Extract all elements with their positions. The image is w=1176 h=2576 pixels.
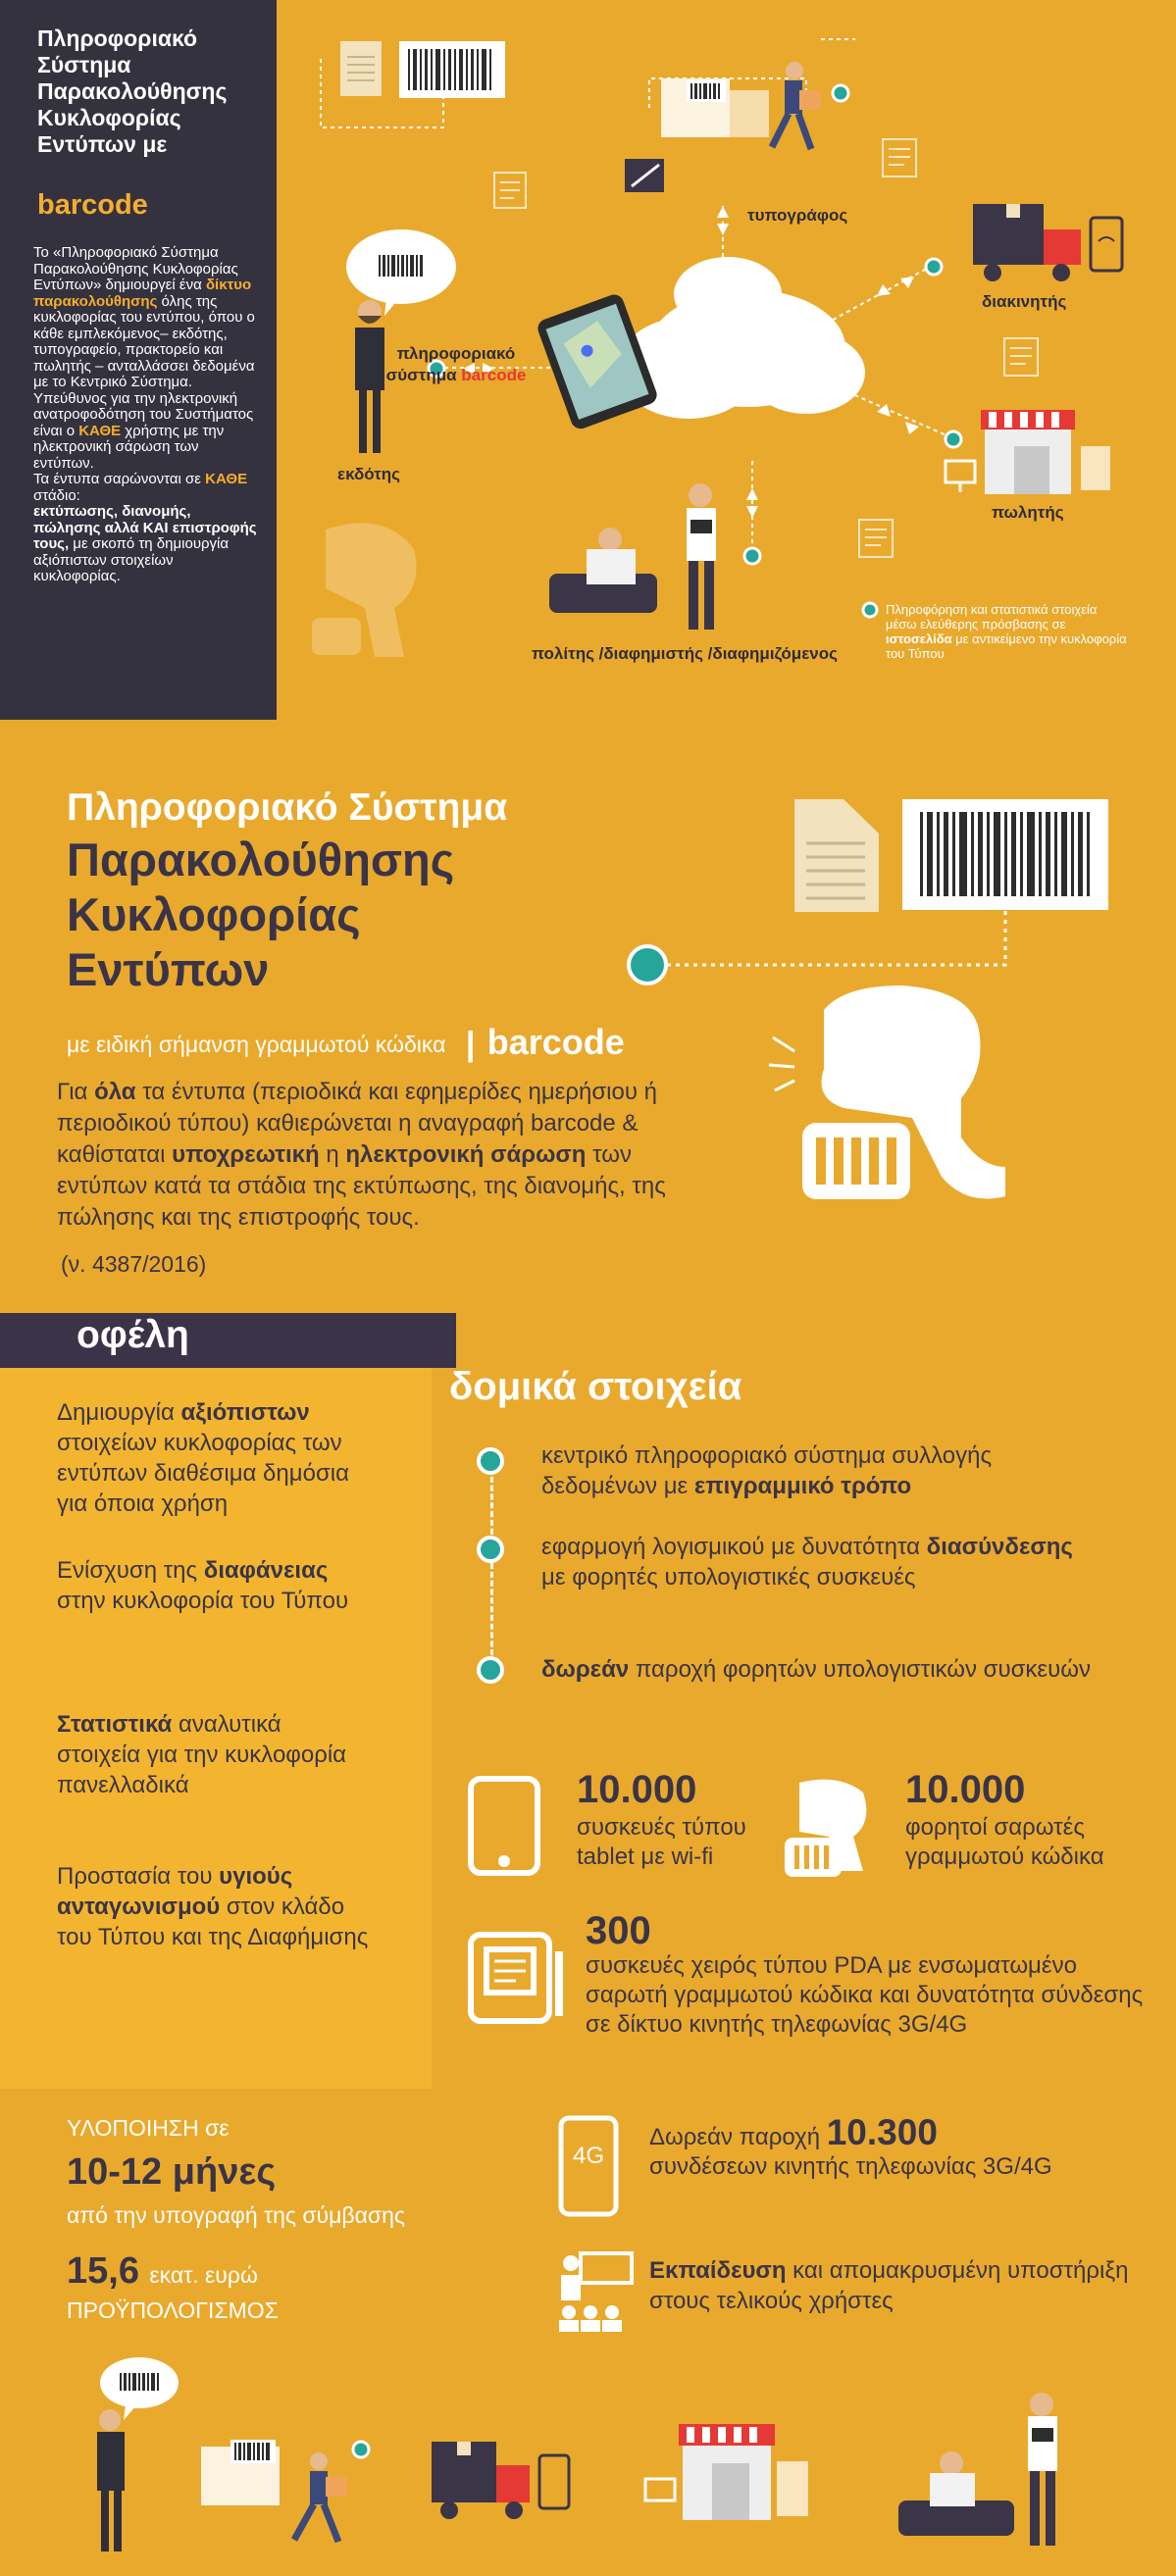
info-note: Πληροφόρηση και στατιστικά στοιχεία μέσω ελεύθερης πρόσβασης σε ιστοσελίδα με αντικείμενο την κυκλοφορία του Τύπου [886, 602, 1127, 661]
publisher-label: εκδότης [337, 465, 401, 483]
document-icon [340, 41, 382, 96]
structure-central-system: κεντρικό πληροφοριακό σύστημα συλλογής δεδομένων με επιγραμμικό τρόπο [541, 1442, 993, 1499]
paper-small-icon-3 [1004, 338, 1038, 376]
dot-distributor [926, 259, 942, 275]
kiosk-bottom-icon [645, 2424, 808, 2520]
citizen-label: πολίτης /διαφημιστής /διαφημιζόμενος [532, 644, 838, 663]
intro-panel [0, 0, 277, 720]
intro-title: Πληροφοριακό Σύστημα Παρακολούθησης Κυκλοφορίας Εντύπων με [37, 25, 228, 157]
standing-citizen-icon [687, 483, 716, 630]
printer-person-icon [772, 62, 821, 149]
benefits-heading: οφέλη [77, 1314, 189, 1356]
pda-stylus-icon [555, 1951, 563, 2016]
seller-label: πωλητής [992, 503, 1064, 522]
title-teal-dot [629, 946, 666, 984]
monitor-icon [946, 461, 975, 492]
tablet-icon [471, 1779, 537, 1873]
implementation-label: ΥΛΟΠΟΙΗΣΗ σε [67, 2115, 230, 2141]
phone-4g-label: 4G [573, 2143, 605, 2169]
sofa-reader-icon [549, 528, 657, 613]
structure-dot-1 [477, 1447, 504, 1475]
structure-free-devices: δωρεάν παροχή φορητών υπολογιστικών συσκευών [541, 1656, 1091, 1683]
budget-label: ΠΡΟΫΠΟΛΟΓΙΣΜΟΣ [67, 2298, 279, 2323]
tablets-count: 10.000 [577, 1768, 697, 1811]
tablet-map-icon [536, 292, 660, 431]
phone-wifi-icon [1091, 218, 1122, 271]
intro-title-barcode: barcode [37, 189, 148, 221]
publisher-person-icon [355, 300, 384, 453]
barcode-scanner-icon [802, 985, 1005, 1199]
scanner-ghost-icon [312, 523, 417, 657]
publisher-bottom-icon [97, 2357, 179, 2551]
dot-seller [946, 431, 961, 447]
barcode-large-icon [902, 799, 1108, 910]
scanners-description: φορητοί σαρωτές γραμμωτού κώδικα [905, 1814, 1104, 1870]
central-system-label: πληροφοριακό σύστημα barcode [385, 344, 527, 384]
pda-count: 300 [586, 1909, 651, 1952]
obligation-paragraph: Για όλα τα έντυπα (περιοδικά και εφημερίδες ημερήσιου ή περιοδικού τύπου) καθιερώνεται η αναγραφή barcode & καθίσταται υποχρεωτική η ηλεκτρονική σάρωση των εντύπων κατά τα στάδια της εκτύπωσης, της διανομής, της πώλησης και της επιστροφής τους. [57, 1079, 666, 1231]
benefit-reliable-data: Δημιουργία αξιόπιστων στοιχείων κυκλοφορίας των εντύπων διαθέσιμα δημόσια για όποια χρήση [57, 1399, 349, 1517]
system-title-line4: Εντύπων [67, 943, 270, 995]
intro-description: Το «Πληροφοριακό Σύστημα Παρακολούθησης Κυκλοφορίας Εντύπων» δημιουργεί ένα δίκτυο παρακολούθησης όλης της κυκλοφορίας του εντύπου, όπου ο κάθε εμπλεκόμενος– εκδότης, τυπογραφείο, πρακτορείο και πωλητής – ανταλλάσσει δεδομένα με το Κεντρικό Σύστημα. Υπεύθυνος για την ηλεκτρονική ανατροφοδότηση του Συστήματος είναι ο ΚΑΘΕ χρήστης με την ηλεκτρονική σάρωση των εντύπων. Τα έντυπα σαρώνονται σε ΚΑΘΕ στάδιο: εκτύπωσης, διανομής, πώλησης αλλά ΚΑΙ επιστροφής τους, με σκοπό τη δημιουργία αξιόπιστων στοιχείων κυκλοφορίας. [33, 244, 257, 584]
paper-small-icon-2 [883, 139, 916, 177]
title-graphics [608, 784, 1118, 1314]
kiosk-shop-icon [981, 410, 1110, 494]
implementation-months-desc: από την υπογραφή της σύμβασης [67, 2202, 405, 2228]
training-icon [559, 2253, 632, 2332]
scanners-count: 10.000 [905, 1768, 1026, 1811]
benefit-competition: Προστασία του υγιούς ανταγωνισμού στον κλάδο του Τύπου και της Διαφήμισης [57, 1863, 369, 1950]
system-title-line1: Πληροφοριακό Σύστημα [67, 786, 508, 829]
tablets-description: συσκευές τύπου tablet με wi-fi [577, 1814, 746, 1870]
document-large-icon [794, 799, 879, 912]
paper-small-icon-1 [494, 173, 526, 208]
benefit-transparency: Ενίσχυση της διαφάνειας στην κυκλοφορία του Τύπου [57, 1557, 349, 1614]
structure-timeline [490, 1468, 493, 1664]
system-title-line3: Κυκλοφορίας [67, 888, 361, 940]
pda-description: συσκευές χειρός τύπου PDA με ενσωματωμένο σαρωτή γραμμωτού κώδικα και δυνατότητα σύνδεσης σε δίκτυο κινητής τηλεφωνίας 3G/4G [586, 1952, 1144, 2038]
system-subtitle: με ειδική σήμανση γραμμωτού κώδικα | barcode [67, 1022, 625, 1063]
implementation-months: 10-12 μήνες [67, 2151, 277, 2193]
training-text: Εκπαίδευση και απομακρυσμένη υποστήριξη στους τελικούς χρήστες [649, 2257, 1129, 2314]
dot-citizen [744, 548, 760, 564]
pda-icon [471, 1935, 549, 2021]
edit-tablet-icon [625, 159, 664, 192]
printer-label: τυπογράφος [747, 206, 848, 225]
dot-printer [833, 85, 848, 101]
distributor-label: διακινητής [982, 292, 1067, 311]
paper-small-icon-4 [859, 520, 893, 557]
barcode-icon [399, 41, 505, 98]
system-title-line2: Παρακολούθησης [67, 833, 455, 885]
newspaper-bundles-icon [201, 2440, 280, 2505]
banner-arrow [432, 1313, 456, 1368]
bottom-illustrations [0, 2353, 1176, 2576]
law-reference: (ν. 4387/2016) [61, 1251, 207, 1277]
runner-bottom-icon [294, 2442, 369, 2542]
barcode-small-icon [687, 80, 726, 102]
citizens-bottom-icon [898, 2393, 1057, 2546]
benefit-statistics: Στατιστικά αναλυτικά στοιχεία για την κυκλοφορία πανελλαδικά [57, 1711, 347, 1798]
dot-info-note [863, 603, 877, 617]
structure-dot-2 [477, 1536, 504, 1563]
connections-text: Δωρεάν παροχή 10.300 συνδέσεων κινητής τηλεφωνίας 3G/4G [649, 2112, 1052, 2180]
structure-software-app: εφαρμογή λογισμικού με δυνατότητα διασύνδεσης με φορητές υπολογιστικές συσκευές [541, 1534, 1073, 1591]
structure-dot-3 [477, 1656, 504, 1684]
benefits-banner [0, 1313, 456, 1368]
delivery-truck-icon [973, 204, 1081, 281]
truck-bottom-icon [432, 2442, 569, 2519]
structure-heading: δομικά στοιχεία [449, 1365, 742, 1408]
budget: 15,6 εκατ. ευρώ [67, 2250, 258, 2292]
